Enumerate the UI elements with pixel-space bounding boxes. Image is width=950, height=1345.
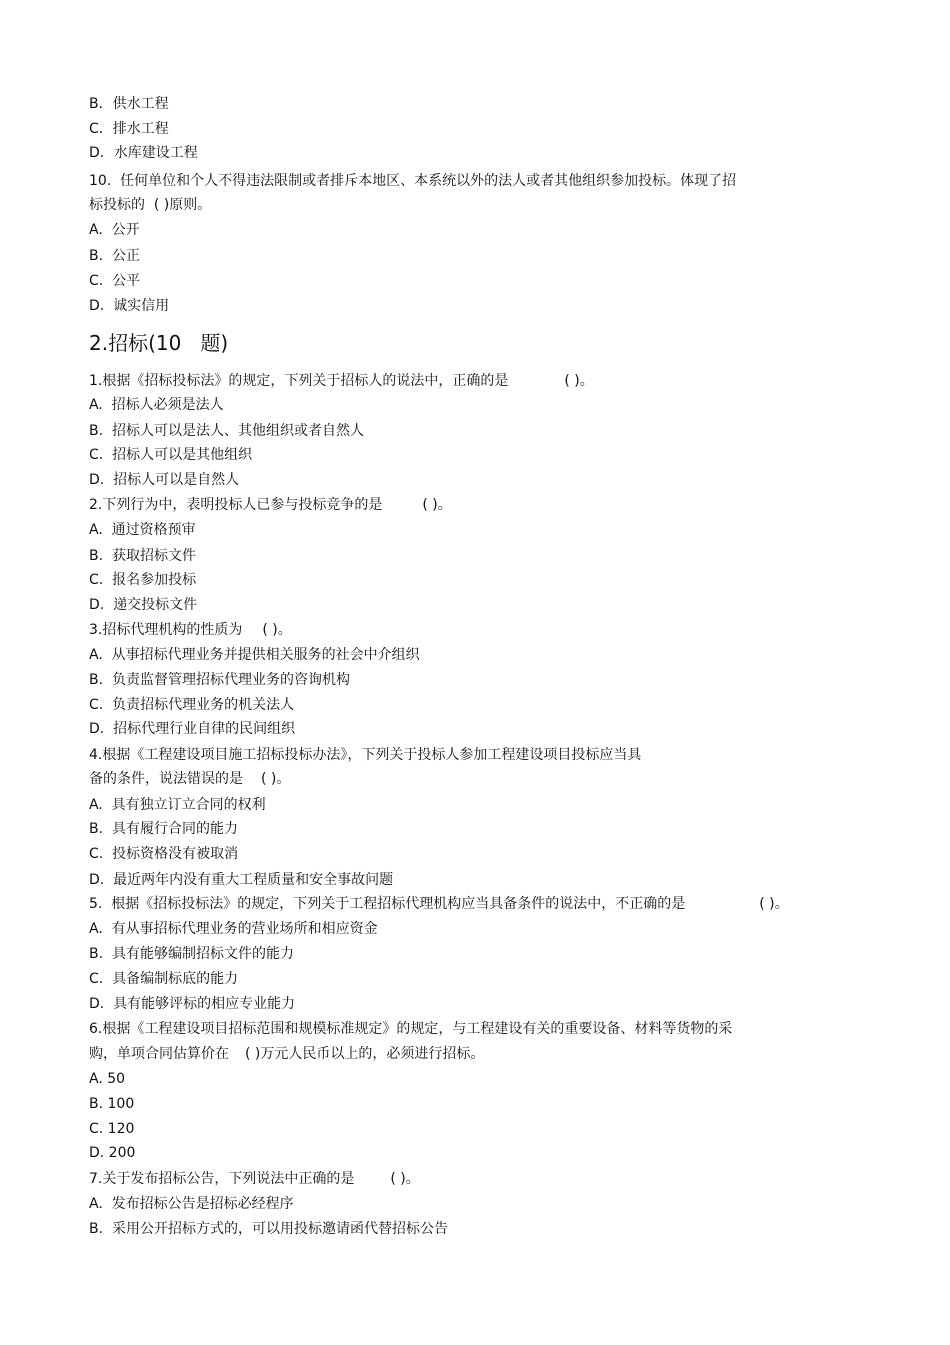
option-c: C. 负责招标代理业务的机关法人 bbox=[89, 697, 295, 713]
option-a: A. 从事招标代理业务并提供相关服务的社会中介组织 bbox=[89, 647, 420, 663]
option-d: D．水库建设工程 bbox=[89, 145, 198, 161]
question-4-stem: 4.根据《工程建设项目施工招标投标办法》，下列关于投标人参加工程建设项目投标应当具 bbox=[89, 747, 642, 763]
section-heading: 2.招标(10 题) bbox=[89, 331, 229, 355]
option-b: B. 公正 bbox=[89, 248, 140, 264]
question-2-stem bbox=[89, 496, 452, 514]
question-4-paren: ( )。 bbox=[261, 771, 291, 787]
option-d: D. 最近两年内没有重大工程质量和安全事故问题 bbox=[89, 872, 394, 888]
question-5-text: 5. 根据《招标投标法》的规定，下列关于工程招标代理机构应当具备条件的说法中，不正确的是 bbox=[89, 896, 686, 912]
question-6-text: 购，单项合同估算价在 bbox=[89, 1046, 229, 1062]
question-5-paren: ( )。 bbox=[759, 896, 789, 912]
option-b: B. 具有能够编制招标文件的能力 bbox=[89, 946, 294, 962]
option-d: D. 递交投标文件 bbox=[89, 597, 198, 613]
question-6-stem: 6.根据《工程建设项目招标范围和规模标准规定》的规定，与工程建设有关的重要设备、材料等货物的采 bbox=[89, 1021, 733, 1037]
option-c: C．排水工程 bbox=[89, 121, 169, 137]
option-d: D. 招标代理行业自律的民间组织 bbox=[89, 721, 296, 737]
option-b: B. 100 bbox=[89, 1096, 135, 1112]
question-7-text: 7.关于发布招标公告，下列说法中正确的是 bbox=[89, 1171, 355, 1187]
option-c: C. 具备编制标底的能力 bbox=[89, 971, 239, 987]
question-1-text: 1.根据《招标投标法》的规定，下列关于招标人的说法中，正确的是 bbox=[89, 373, 509, 389]
question-1-stem bbox=[89, 372, 594, 390]
question-3-text: 3.招标代理机构的性质为 bbox=[89, 622, 243, 638]
question-2-text: 2.下列行为中，表明投标人已参与投标竞争的是 bbox=[89, 497, 383, 513]
option-a: A. 通过资格预审 bbox=[89, 522, 196, 538]
question-1-paren: ( )。 bbox=[564, 373, 594, 389]
question-6-stem-cont bbox=[89, 1045, 484, 1063]
option-b: B. 招标人可以是法人、其他组织或者自然人 bbox=[89, 423, 364, 439]
option-c: C. 120 bbox=[89, 1121, 135, 1137]
option-a: A. 具有独立订立合同的权利 bbox=[89, 797, 266, 813]
question-10-stem-cont: 标投标的 ( )原则。 bbox=[89, 197, 212, 213]
option-d: D. 200 bbox=[89, 1145, 136, 1161]
question-3-stem bbox=[89, 621, 292, 639]
question-2-paren: ( )。 bbox=[422, 497, 452, 513]
option-c: C. 招标人可以是其他组织 bbox=[89, 447, 253, 463]
option-b: B. 获取招标文件 bbox=[89, 548, 196, 564]
option-b: B．供水工程 bbox=[89, 96, 169, 112]
option-d: D. 具有能够评标的相应专业能力 bbox=[89, 996, 296, 1012]
option-a: A. 公开 bbox=[89, 222, 140, 238]
question-6-rest: ( )万元人民币以上的，必须进行招标。 bbox=[245, 1046, 485, 1062]
option-a: A. 50 bbox=[89, 1071, 126, 1087]
option-d: D. 招标人可以是自然人 bbox=[89, 472, 240, 488]
question-7-stem bbox=[89, 1170, 420, 1188]
option-c: C. 投标资格没有被取消 bbox=[89, 846, 239, 862]
option-c: C. 公平 bbox=[89, 273, 141, 289]
question-5-stem bbox=[89, 895, 789, 913]
option-b: B. 采用公开招标方式的，可以用投标邀请函代替招标公告 bbox=[89, 1221, 448, 1237]
option-a: A. 有从事招标代理业务的营业场所和相应资金 bbox=[89, 921, 378, 937]
question-7-paren: ( )。 bbox=[390, 1171, 420, 1187]
option-b: B. 具有履行合同的能力 bbox=[89, 821, 238, 837]
question-3-paren: ( )。 bbox=[262, 622, 292, 638]
option-d: D. 诚实信用 bbox=[89, 298, 170, 314]
option-c: C. 报名参加投标 bbox=[89, 572, 197, 588]
question-4-text: 备的条件，说法错误的是 bbox=[89, 771, 243, 787]
option-a: A. 发布招标公告是招标必经程序 bbox=[89, 1196, 294, 1212]
question-4-stem-cont bbox=[89, 770, 290, 788]
option-a: A. 招标人必须是法人 bbox=[89, 397, 224, 413]
option-b: B. 负责监督管理招标代理业务的咨询机构 bbox=[89, 672, 350, 688]
question-10-stem: 10. 任何单位和个人不得违法限制或者排斥本地区、本系统以外的法人或者其他组织参加投标。体现了招 bbox=[89, 173, 737, 189]
